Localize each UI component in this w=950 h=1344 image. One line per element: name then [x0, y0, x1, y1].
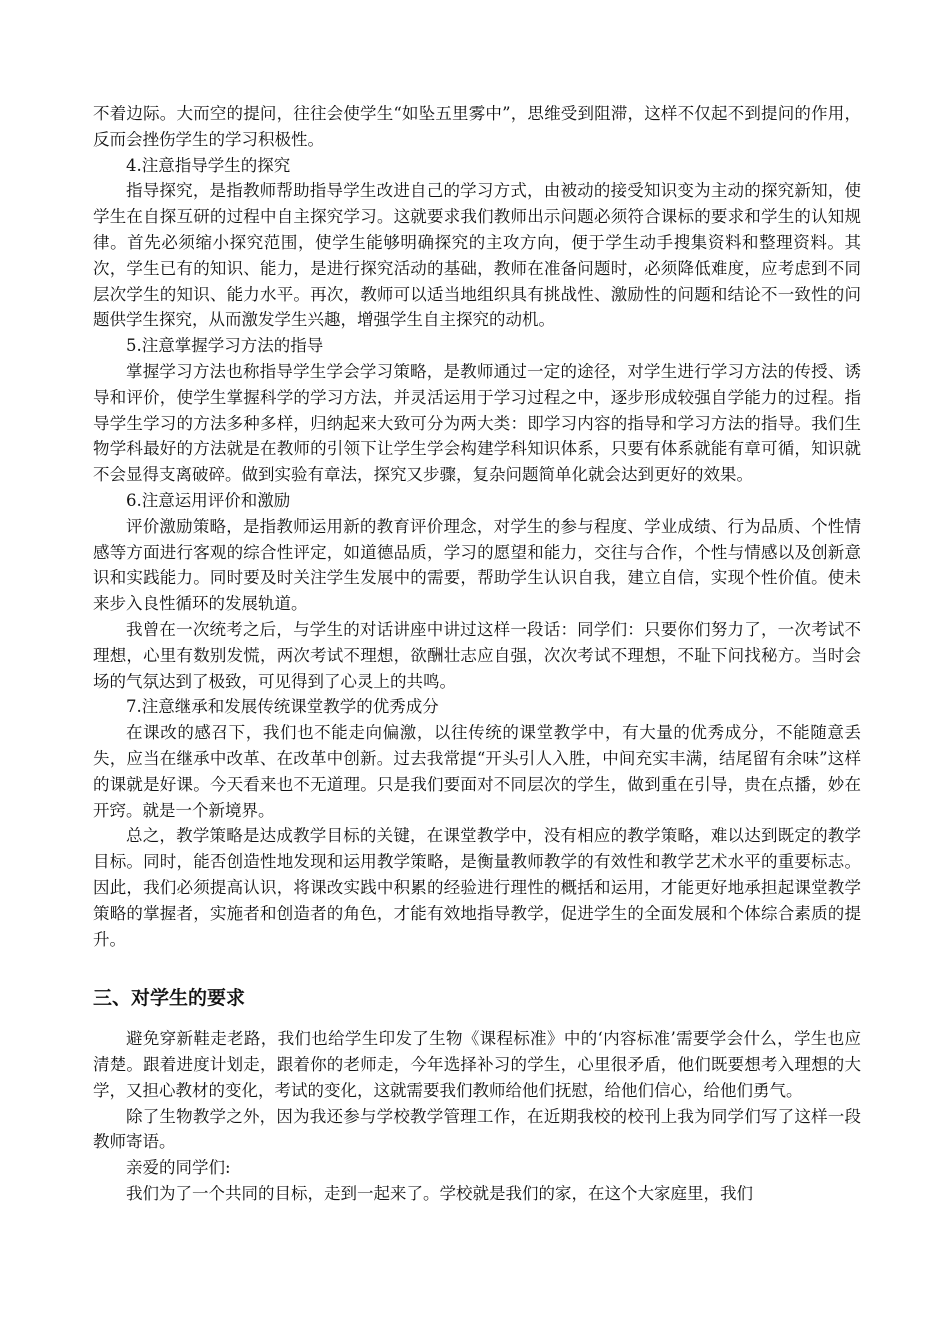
document-page [93, 101, 861, 1207]
item-paragraph: 评价激励策略，是指教师运用新的教育评价理念，对学生的参与程度、学业成绩、行为品质、个性情感等方面进行客观的综合性评定，如道德品质，学习的愿望和能力，交往与合作，个性与情感以及创新意识和实践能力。同时要及时关注学生发展中的需要，帮助学生认识自我，建立自信，实现个性价值。使未来步入良性循环的发展轨道。 [93, 516, 861, 614]
item-paragraph: 我曾在一次统考之后，与学生的对话讲座中讲过这样一段话：同学们：只要你们努力了，一次考试不理想，心里有数别发慌，两次考试不理想，欲酬壮志应自强，次次考试不理想，不耻下问找秘方。当时会场的气氛达到了极致，可见得到了心灵上的共鸣。 [93, 619, 861, 691]
section-paragraph: 除了生物教学之外，因为我还参与学校教学管理工作，在近期我校的校刊上我为同学们写了这样一段教师寄语。 [93, 1106, 861, 1152]
item-heading: 6.注意运用评价和激励 [126, 490, 291, 510]
item-heading: 7.注意继承和发展传统课堂教学的优秀成分 [126, 697, 439, 717]
salutation: 亲爱的同学们: [126, 1158, 231, 1178]
continuation-paragraph: 不着边际。大而空的提问，往往会使学生“如坠五里雾中”，思维受到阻滞，这样不仅起不到提问的作用，反而会挫伤学生的学习积极性。 [93, 104, 861, 149]
item-6 [93, 488, 861, 694]
item-7 [93, 694, 861, 952]
item-heading: 4.注意指导学生的探究 [126, 155, 291, 175]
item-paragraph: 掌握学习方法也称指导学生学会学习策略，是教师通过一定的途径，对学生进行学习方法的传授、诱导和评价，使学生掌握科学的学习方法，并灵活运用于学习过程之中，逐步形成较强自学能力的过程。指导学生学习的方法多种多样，归纳起来大致可分为两大类：即学习内容的指导和学习方法的指导。我们生物学科最好的方法就是在教师的引领下让学生学会构建学科知识体系，只要有体系就能有章可循，知识就不会显得支离破碎。做到实验有章法，探究又步骤，复杂问题简单化就会达到更好的效果。 [93, 361, 861, 485]
section-heading: 三、对学生的要求 [93, 987, 246, 1010]
item-paragraph: 指导探究，是指教师帮助指导学生改进自己的学习方式，由被动的接受知识变为主动的探究新知，使学生在自探互研的过程中自主探究学习。这就要求我们教师出示问题必须符合课标的要求和学生的认知规律。首先必须缩小探究范围，使学生能够明确探究的主攻方向，便于学生动手搜集资料和整理资料。其次，学生已有的知识、能力，是进行探究活动的基础，教师在准备问题时，必须降低难度，应考虑到不同层次学生的知识、能力水平。再次，教师可以适当地组织具有挑战性、激励性的问题和结论不一致性的问题供学生探究，从而激发学生兴趣，增强学生自主探究的动机。 [93, 181, 861, 330]
item-paragraph: 在课改的感召下，我们也不能走向偏激，以往传统的课堂教学中，有大量的优秀成分，不能随意丢失，应当在继承中改革、在改革中创新。过去我常提“开头引人入胜，中间充实丰满，结尾留有余味”这样的课就是好课。今天看来也不无道理。只是我们要面对不同层次的学生，做到重在引导，贵在点播，妙在开窍。就是一个新境界。 [93, 723, 861, 820]
item-4 [93, 153, 861, 334]
section-paragraph: 避免穿新鞋走老路，我们也给学生印发了生物《课程标准》中的‘内容标准’需要学会什么，学生也应清楚。跟着进度计划走，跟着你的老师走，今年选择补习的学生，心里很矛盾，他们既要想考入理想的大学，又担心教材的变化，考试的变化，这就需要我们教师给他们抚慰，给他们信心，给他们勇气。 [93, 1029, 861, 1100]
section-three [93, 984, 861, 1207]
summary-paragraph: 总之，教学策略是达成教学目标的关键，在课堂教学中，没有相应的教学策略，难以达到既定的教学目标。同时，能否创造性地发现和运用教学策略，是衡量教师教学的有效性和教学艺术水平的重要标志。因此，我们必须提高认识，将课改实践中积累的经验进行理性的概括和运用，才能更好地承担起课堂教学策略的掌握者，实施者和创造者的角色，才能有效地指导教学，促进学生的全面发展和个体综合素质的提升。 [93, 826, 861, 949]
item-5 [93, 333, 861, 488]
section-paragraph: 我们为了一个共同的目标，走到一起来了。学校就是我们的家，在这个大家庭里，我们 [126, 1184, 753, 1204]
item-heading: 5.注意掌握学习方法的指导 [126, 336, 324, 356]
